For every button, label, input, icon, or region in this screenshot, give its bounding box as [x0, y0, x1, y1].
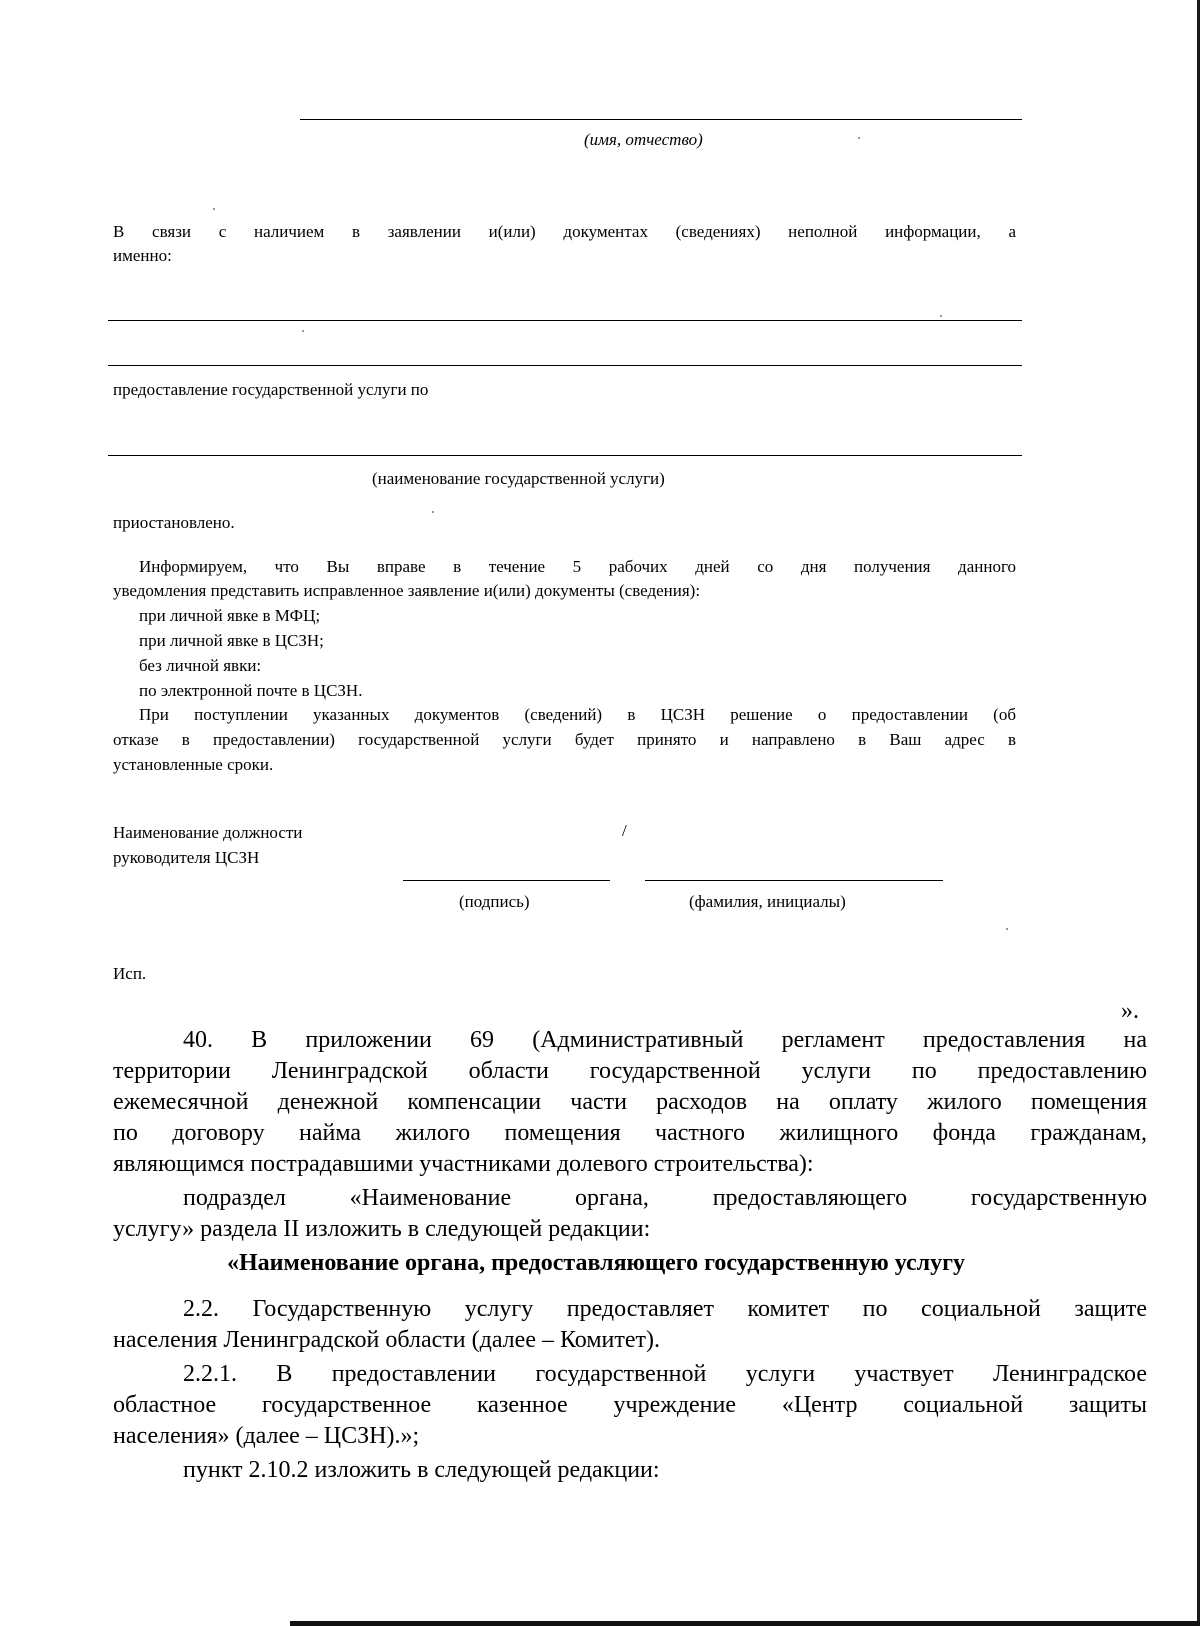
executor-label: Исп.: [113, 964, 147, 983]
signature-slash: /: [622, 821, 627, 840]
item40-line: 40. В приложении 69 (Административный регламент предоставления на: [183, 1027, 1147, 1053]
decision-line3: установленные сроки.: [113, 755, 274, 774]
scan-speck: [940, 315, 942, 317]
name-caption: (имя, отчество): [584, 130, 703, 149]
scan-speck: [432, 511, 434, 513]
name-line-signature: [645, 880, 943, 881]
final-instruction: пункт 2.10.2 изложить в следующей редакции:: [183, 1457, 660, 1483]
option-item: без личной явки:: [139, 656, 262, 675]
fill-line: [108, 320, 1022, 321]
subsection-line1: подраздел «Наименование органа, предоставляющего государственную: [183, 1185, 1147, 1211]
position-line2: руководителя ЦСЗН: [113, 848, 260, 867]
notice-para1-line1: В связи с наличием в заявлении и(или) документах (сведениях) неполной информации, а: [113, 222, 1016, 241]
scan-speck: [302, 330, 304, 332]
section-heading: «Наименование органа, предоставляющего государственную услугу: [227, 1250, 966, 1276]
closing-quote: ».: [1121, 998, 1139, 1024]
p221-line3: населения» (далее – ЦСЗН).»;: [113, 1423, 420, 1449]
item40-line: по договору найма жилого помещения частного жилищного фонда гражданам,: [113, 1120, 1147, 1146]
scan-speck: [213, 208, 215, 210]
option-item: при личной явке в МФЦ;: [139, 606, 321, 625]
p221-line1: 2.2.1. В предоставлении государственной услуги участвует Ленинградское: [183, 1361, 1147, 1387]
decision-line1: При поступлении указанных документов (сведений) в ЦСЗН решение о предоставлении (об: [139, 705, 1016, 724]
inform-line2: уведомления представить исправленное заявление и(или) документы (сведения):: [113, 581, 701, 600]
position-line1: Наименование должности: [113, 823, 303, 842]
item40-line-last: являющимся пострадавшими участниками долевого строительства):: [113, 1151, 814, 1177]
p221-line2: областное государственное казенное учреждение «Центр социальной защиты: [113, 1392, 1147, 1418]
name-caption-signature: (фамилия, инициалы): [689, 892, 846, 911]
item40-line: территории Ленинградской области государственной услуги по предоставлению: [113, 1058, 1147, 1084]
p22-line1: 2.2. Государственную услугу предоставляет комитет по социальной защите: [183, 1296, 1147, 1322]
suspended-text: приостановлено.: [113, 513, 235, 532]
notice-para1-line2: именно:: [113, 246, 172, 265]
option-item: при личной явке в ЦСЗН;: [139, 631, 324, 650]
inform-line1: Информируем, что Вы вправе в течение 5 рабочих дней со дня получения данного: [139, 557, 1016, 576]
service-prefix: предоставление государственной услуги по: [113, 380, 429, 399]
option-item: по электронной почте в ЦСЗН.: [139, 681, 363, 700]
scan-speck: [858, 137, 860, 139]
signature-caption: (подпись): [459, 892, 530, 911]
service-caption: (наименование государственной услуги): [372, 469, 665, 488]
decision-line2: отказе в предоставлении) государственной услуги будет принято и направлено в Ваш адрес в: [113, 730, 1016, 749]
scan-speck: [1006, 928, 1008, 930]
service-line: [108, 455, 1022, 456]
page-bottom-border: [290, 1621, 1200, 1626]
p22-line2: населения Ленинградской области (далее – Комитет).: [113, 1327, 660, 1353]
subsection-line2: услугу» раздела II изложить в следующей редакции:: [113, 1216, 651, 1242]
name-line: [300, 119, 1022, 120]
signature-line: [403, 880, 610, 881]
item40-line: ежемесячной денежной компенсации части расходов на оплату жилого помещения: [113, 1089, 1147, 1115]
fill-line: [108, 365, 1022, 366]
